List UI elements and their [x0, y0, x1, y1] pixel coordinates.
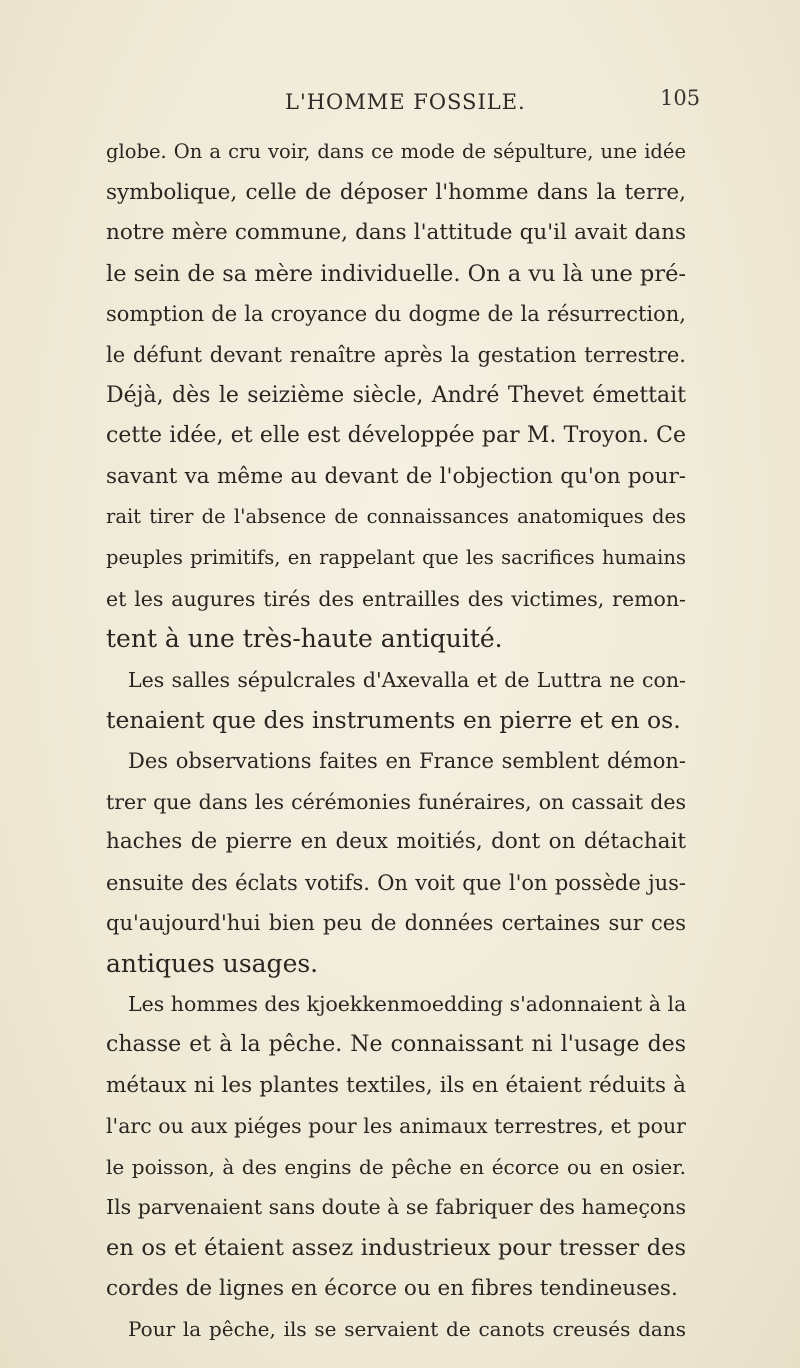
- text-line: ensuite des éclats votifs. On voit que l'on possède jus-: [106, 870, 686, 895]
- text-line: somption de la croyance du dogme de la résurrection,: [106, 302, 686, 327]
- text-line: savant va même au devant de l'objection qu'on pour-: [106, 463, 686, 489]
- body-text: [106, 132, 686, 1350]
- text-line: cette idée, et elle est développée par M. Troyon. Ce: [106, 423, 686, 449]
- text-line: Des observations faites en France semblent démon-: [128, 748, 686, 773]
- page-header: [0, 82, 800, 122]
- text-line: le sein de sa mère individuelle. On a vu là une pré-: [106, 260, 686, 287]
- page-number: 105: [660, 86, 701, 110]
- text-line: haches de pierre en deux moitiés, dont on détachait: [106, 829, 686, 855]
- text-line: cordes de lignes en écorce ou en fibres tendineuses.: [106, 1275, 678, 1301]
- running-title: L'HOMME FOSSILE.: [285, 90, 526, 114]
- text-line: symbolique, celle de déposer l'homme dans la terre,: [106, 179, 686, 205]
- text-line: Pour la pêche, ils se servaient de canots creusés dans: [128, 1317, 686, 1342]
- text-line: rait tirer de l'absence de connaissances anatomiques des: [106, 505, 686, 529]
- text-line: l'arc ou aux piéges pour les animaux terrestres, et pour: [106, 1114, 686, 1139]
- text-line: trer que dans les cérémonies funéraires, on cassait des: [106, 789, 686, 814]
- text-line: le défunt devant renaître après la gestation terrestre.: [106, 342, 686, 367]
- text-line: globe. On a cru voir, dans ce mode de sépulture, une idée: [106, 140, 686, 163]
- text-line: tenaient que des instruments en pierre et en os.: [106, 706, 681, 735]
- text-line: le poisson, à des engins de pêche en écorce ou en osier.: [106, 1154, 686, 1179]
- text-line: Ils parvenaient sans doute à se fabriquer des hameçons: [106, 1195, 686, 1220]
- text-line: Déjà, dès le seizième siècle, André Thevet émettait: [106, 382, 686, 408]
- text-line: notre mère commune, dans l'attitude qu'il avait dans: [106, 220, 686, 246]
- text-line: Les salles sépulcrales d'Axevalla et de Luttra ne con-: [128, 667, 686, 692]
- text-line: tent à une très-haute antiquité.: [106, 624, 503, 654]
- text-line: métaux ni les plantes textiles, ils en étaient réduits à: [106, 1072, 686, 1098]
- text-line: qu'aujourd'hui bien peu de données certaines sur ces: [106, 911, 686, 936]
- text-line: en os et étaient assez industrieux pour tresser des: [106, 1235, 686, 1262]
- text-line: chasse et à la pêche. Ne connaissant ni l'usage des: [106, 1032, 686, 1058]
- text-line: et les augures tirés des entrailles des victimes, remon-: [106, 586, 686, 611]
- text-line: peuples primitifs, en rappelant que les sacrifices humains: [106, 545, 686, 569]
- text-line: antiques usages.: [106, 948, 319, 978]
- text-line: Les hommes des kjoekkenmoedding s'adonnaient à la: [128, 992, 687, 1017]
